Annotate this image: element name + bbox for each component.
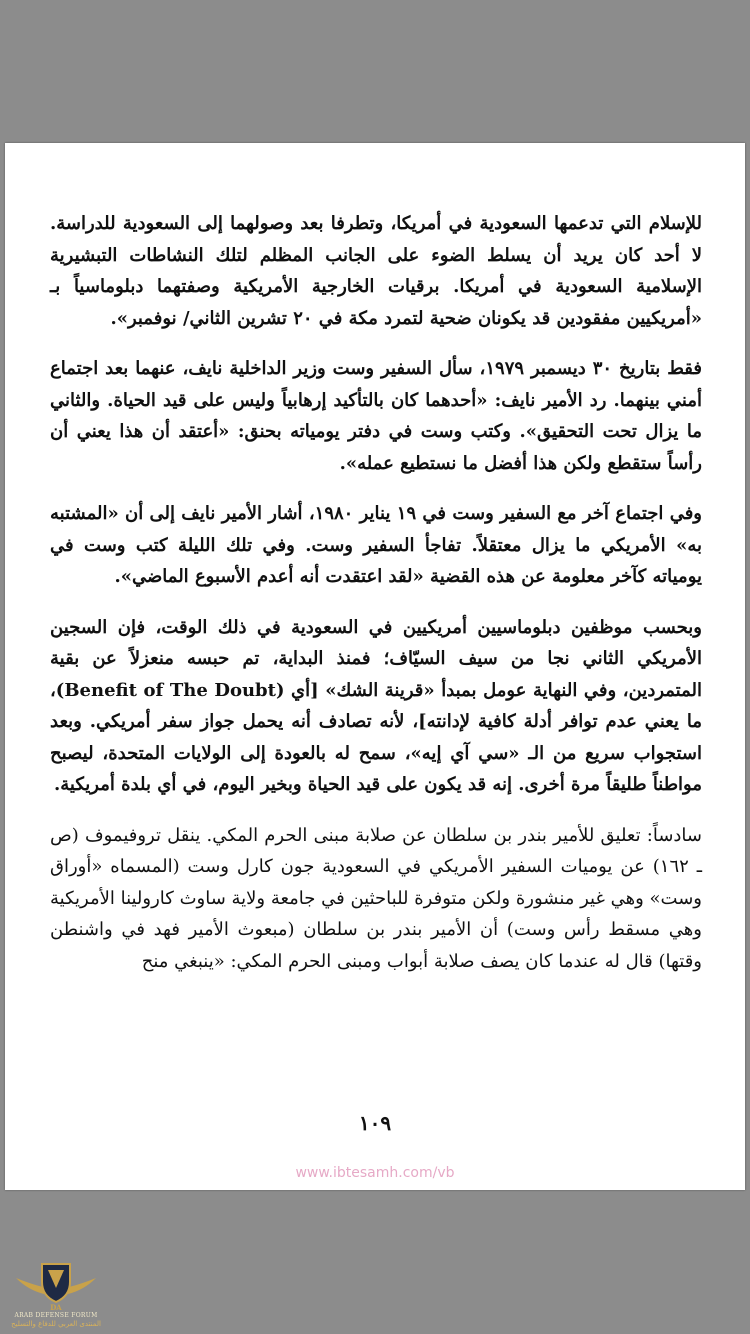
document-page: [5, 143, 745, 1190]
paragraph-5: سادساً: تعليق للأمير بندر بن سلطان عن صلابة مبنى الحرم المكي. ينقل تروفيموف (ص ـ ١٦٢) عن يوميات السفير الأمريكي في السعودية جون كارل وست (المسماه «أوراق وست» وهي غير منشورة ولكن متوفرة للباحثين في جامعة ولاية ساوث كارولينا الأمريكية وهي مسقط رأس وست) أن الأمير بندر بن سلطان (مبعوث الأمير فهد في واشنطن وقتها) قال له عندما كان يصف صلابة أبواب ومبنى الحرم المكي: «ينبغي منح: [49, 824, 703, 972]
forum-logo-subtitle: المنتدى العربي للدفاع والتسليح: [11, 1320, 101, 1328]
forum-logo-title: ARAB DEFENSE FORUM: [14, 1312, 98, 1319]
forum-emblem-icon: [6, 1258, 106, 1312]
forum-logo: [6, 1258, 106, 1332]
document-body: [50, 208, 702, 996]
paragraph-2: فقط بتاريخ ٣٠ ديسمبر ١٩٧٩، سأل السفير وست وزير الداخلية نايف، عنهما بعد اجتماع أمني بينهما. رد الأمير نايف: «أحدهما كان بالتأكيد إرهابياً وليس على قيد الحياة. والثاني ما يزال تحت التحقيق». وكتب وست في دفتر يومياته بحنق: «أعتقد أن هذا يعني أن رأساً ستقطع ولكن هذا أفضل ما نستطيع عمله».: [50, 358, 702, 474]
page-number: ١٠٩: [358, 1111, 392, 1135]
paragraph-1: للإسلام التي تدعمها السعودية في أمريكا، وتطرفا بعد وصولهما إلى السعودية للدراسة. لا أحد كان يريد أن يسلط الضوء على الجانب المظلم لتلك النشاطات التبشيرية الإسلامية السعودية في أمريكا. برقيات الخارجية الأمريكية وصفتهما دبلوماسياً بـ «أمريكيين مفقودين قد يكونان ضحية لتمرد مكة في ٢٠ تشرين الثاني/ نوفمبر».: [50, 213, 702, 329]
svg-text:DA: DA: [50, 1303, 62, 1312]
watermark-link[interactable]: www.ibtesamh.com/vb: [295, 1165, 455, 1181]
paragraph-4: وبحسب موظفين دبلوماسيين أمريكيين في السعودية في ذلك الوقت، فإن السجين الأمريكي الثاني نجا من سيف السيّاف؛ فمنذ البداية، تم حبسه منعزلاً عن بقية المتمردين، وفي النهاية عومل بمبدأ «قرينة الشك» [أي (Benefit of The Doubt)، ما يعني عدم توافر أدلة كافية لإدانته]، لأنه تصادف أنه يحمل جواز سفر أمريكي. وبعد استجواب سريع من الـ «سي آي إيه»، سمح له بالعودة إلى الولايات المتحدة، ليصبح مواطناً طليقاً مرة أخرى. إنه قد يكون على قيد الحياة وبخير اليوم، في أي بلدة أمريكية.: [50, 616, 702, 795]
paragraph-3: وفي اجتماع آخر مع السفير وست في ١٩ يناير ١٩٨٠، أشار الأمير نايف إلى أن «المشتبه به» الأمريكي ما يزال معتقلاً. تفاجأ السفير وست. وفي تلك الليلة كتب وست في يومياته كآخر معلومة عن هذه القضية «لقد اعتقدت أنه أعدم الأسبوع الماضي».: [50, 503, 702, 587]
